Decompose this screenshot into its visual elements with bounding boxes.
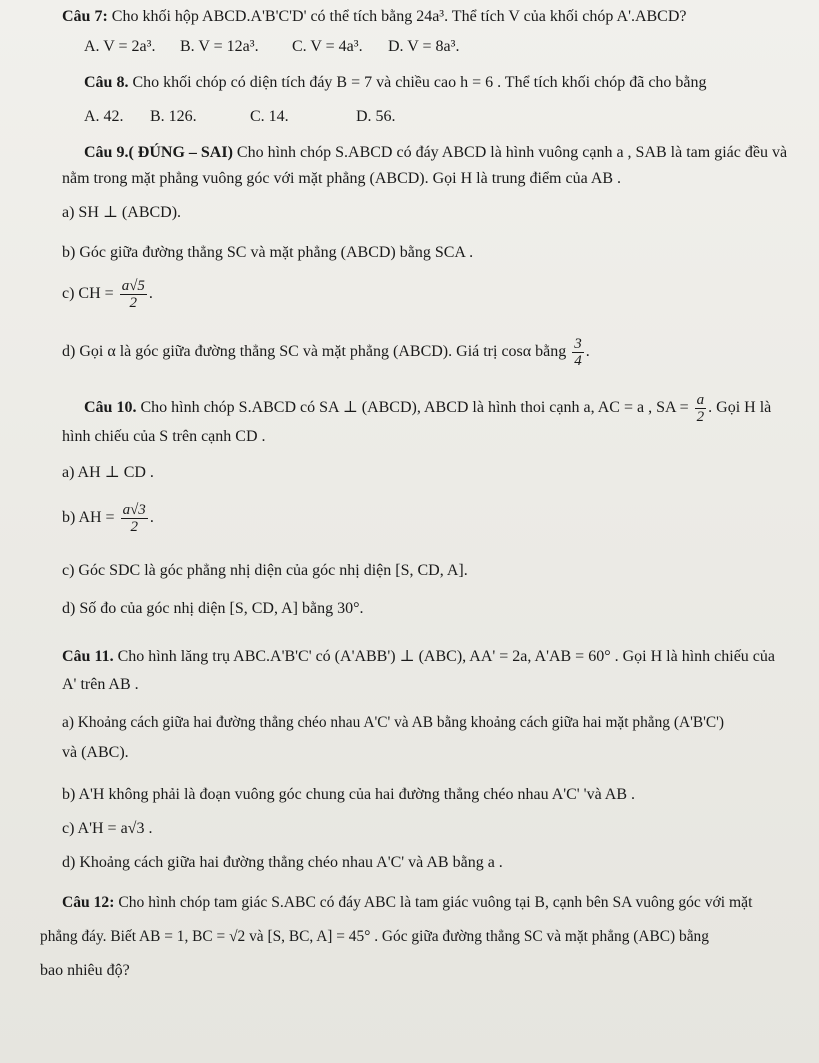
q10-sa-fraction bbox=[695, 392, 707, 425]
q9-statement-d: d) Gọi α là góc giữa đường thẳng SC và mặt phẳng (ABCD). Giá trị cosα bằng $\frac{3}{4}$ . bbox=[62, 336, 590, 369]
q10-statement-c: c) Góc SDC là góc phẳng nhị diện của góc nhị diện [S, CD, A]. bbox=[62, 562, 468, 579]
q9-d-fraction bbox=[572, 336, 584, 369]
q11-question-line1 bbox=[62, 646, 775, 666]
q9-c-denominator: 2 bbox=[129, 295, 138, 311]
q12-question-line2: phẳng đáy. Biết AB = 1, BC = √2 và [S, BC, A] = 45° . Góc giữa đường thẳng SC và mặt phẳng (ABC) bằng bbox=[40, 928, 709, 945]
q11-statement-a-line1: a) Khoảng cách giữa hai đường thẳng chéo nhau A'C' và AB bằng khoảng cách giữa hai mặt phẳng (A'B'C') bbox=[62, 714, 725, 731]
q9-text-line1: Cho hình chóp S.ABCD có đáy ABCD là hình vuông cạnh a , SAB là tam giác đều và bbox=[236, 144, 788, 161]
q8-options bbox=[84, 108, 396, 126]
q8-option-c: C. 14. bbox=[250, 108, 289, 125]
q9-c-prefix: c) CH = bbox=[62, 285, 114, 303]
q10-statement-b: b) AH = $\frac{a√3}{2}$ . bbox=[62, 502, 154, 535]
q9-d-numerator: 3 bbox=[574, 336, 582, 352]
q11-statement-b: b) A'H không phải là đoạn vuông góc chung của hai đường thẳng chéo nhau A'C' 'và AB . bbox=[62, 786, 636, 803]
q9-c-numerator: a√5 bbox=[121, 278, 145, 294]
q8-option-a: A. 42. bbox=[84, 108, 124, 125]
q12-question-line3: bao nhiêu độ? bbox=[40, 962, 130, 979]
q9-statement-b: b) Góc giữa đường thẳng SC và mặt phẳng (ABCD) bằng SCA . bbox=[62, 244, 474, 261]
q10-b-fraction bbox=[121, 502, 148, 535]
q8-question bbox=[84, 74, 707, 92]
q9-d-denominator: 4 bbox=[574, 353, 582, 369]
q9-c-fraction bbox=[120, 278, 147, 311]
q9-statement-a: a) SH ⊥ (ABCD). bbox=[62, 204, 182, 221]
q10-label: Câu 10. bbox=[84, 399, 137, 417]
q8-text: Cho khối chóp có diện tích đáy B = 7 và chiều cao h = 6 . Thể tích khối chóp đã cho bằng bbox=[132, 74, 707, 91]
q10-statement-a: a) AH ⊥ CD . bbox=[62, 464, 154, 481]
q7-option-a: A. V = 2a³. bbox=[84, 38, 156, 55]
q12-label: Câu 12: bbox=[62, 894, 115, 911]
q7-options bbox=[84, 38, 459, 56]
q10-question-line2: hình chiếu của S trên cạnh CD . bbox=[62, 428, 266, 445]
q11-statement-a-line2: và (ABC). bbox=[62, 744, 129, 761]
q11-question-line2: A' trên AB . bbox=[62, 676, 139, 693]
q7-text: Cho khối hộp ABCD.A'B'C'D' có thể tích bằng 24a³. Thể tích V của khối chóp A'.ABCD? bbox=[111, 8, 687, 25]
q9-label: Câu 9.( ĐÚNG – SAI) bbox=[84, 144, 233, 161]
q11-text-line1: Cho hình lăng trụ ABC.A'B'C' có (A'ABB') ⊥ (ABC), AA' = 2a, A'AB = 60° . Gọi H là hình chiếu của bbox=[117, 648, 775, 665]
q8-option-b: B. 126. bbox=[150, 108, 197, 125]
q11-statement-d: d) Khoảng cách giữa hai đường thẳng chéo nhau A'C' và AB bằng a . bbox=[62, 854, 503, 871]
q7-option-c: C. V = 4a³. bbox=[292, 38, 363, 55]
q9-d-prefix: d) Gọi α là góc giữa đường thẳng SC và mặt phẳng (ABCD). Giá trị cosα bằng bbox=[62, 343, 567, 361]
q9-question-line1 bbox=[84, 144, 787, 162]
q12-text-line1: Cho hình chóp tam giác S.ABC có đáy ABC là tam giác vuông tại B, cạnh bên SA vuông góc với mặt bbox=[118, 894, 753, 911]
q10-sa-denominator: 2 bbox=[696, 409, 705, 425]
q11-label: Câu 11. bbox=[62, 648, 114, 665]
q11-statement-c: c) A'H = a√3 . bbox=[62, 820, 153, 837]
q8-option-d: D. 56. bbox=[356, 108, 396, 125]
q10-text-post: . Gọi H là bbox=[708, 399, 772, 417]
q7-label: Câu 7: bbox=[62, 8, 108, 25]
q7-option-d: D. V = 8a³. bbox=[388, 38, 460, 55]
q10-b-numerator: a√3 bbox=[122, 502, 146, 518]
q12-question-line1 bbox=[62, 894, 752, 912]
q10-text-pre: Cho hình chóp S.ABCD có SA ⊥ (ABCD), ABCD là hình thoi cạnh a, AC = a , SA = bbox=[140, 399, 689, 417]
q10-b-denominator: 2 bbox=[130, 519, 138, 535]
q10-statement-d: d) Số đo của góc nhị diện [S, CD, A] bằng 30°. bbox=[62, 600, 364, 617]
q9-question-line2: nằm trong mặt phẳng vuông góc với mặt phẳng (ABCD). Gọi H là trung điểm của AB . bbox=[62, 170, 622, 187]
q10-sa-numerator: a bbox=[696, 392, 705, 408]
q10-question-line1 bbox=[84, 392, 771, 425]
q8-label: Câu 8. bbox=[84, 74, 129, 91]
q7-option-b: B. V = 12a³. bbox=[180, 38, 259, 55]
q7-question bbox=[62, 8, 687, 26]
q9-statement-c: c) CH = $\frac{a√5}{2}$ . bbox=[62, 278, 153, 311]
q10-b-prefix: b) AH = bbox=[62, 509, 115, 527]
